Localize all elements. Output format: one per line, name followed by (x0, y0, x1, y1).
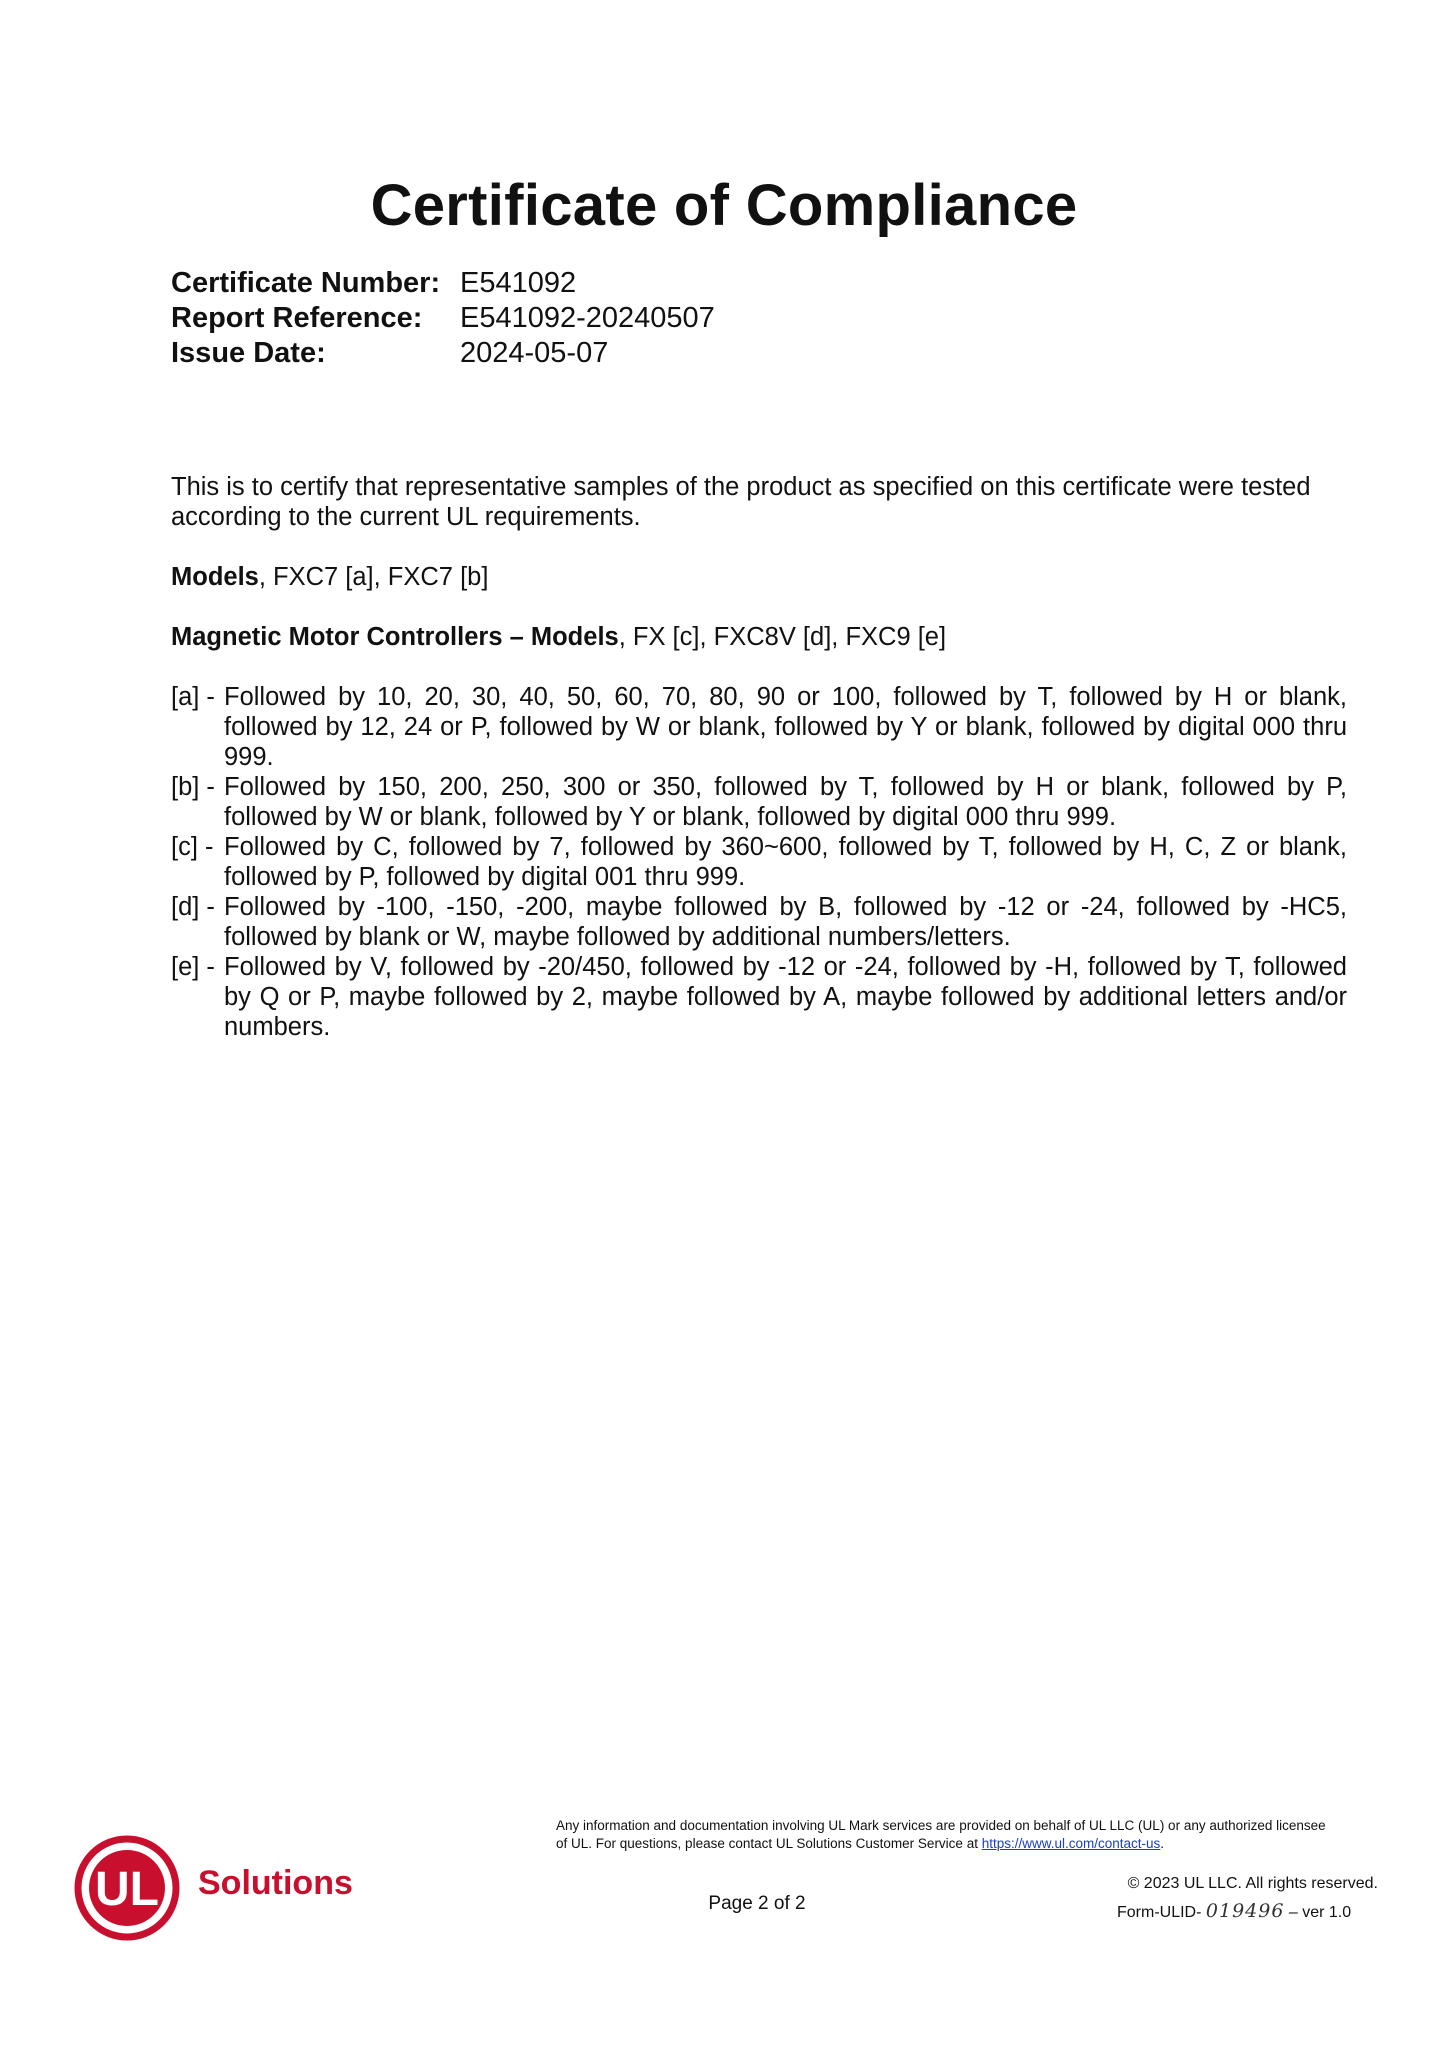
disclaimer-text: Any information and documentation involving UL Mark services are provided on behalf of UL LLC (UL) or any authorized licensee of UL. For questions, please contact UL Solutions Customer Service at (556, 1818, 1326, 1851)
note-text: Followed by -100, -150, -200, maybe followed by B, followed by -12 or -24, followed by -HC5, followed by blank or W, maybe followed by additional numbers/letters. (224, 893, 1347, 951)
note-tag: [d] - (171, 893, 215, 921)
model-notes (171, 682, 1347, 1042)
note-text: Followed by V, followed by -20/450, followed by -12 or -24, followed by -H, followed by T, followed by Q or P, maybe followed by 2, maybe followed by A, maybe followed by additional letters and/or numbers. (224, 953, 1347, 1041)
logo-mark: UL (95, 1863, 159, 1916)
note-text: Followed by C, followed by 7, followed by 360~600, followed by T, followed by H, C, Z or blank, followed by P, followed by digital 001 thru 999. (224, 833, 1347, 891)
mmc-value: , FX [c], FXC8V [d], FXC9 [e] (618, 623, 947, 651)
mmc-label: Magnetic Motor Controllers – Models (171, 623, 619, 651)
field-label: Issue Date: (171, 337, 326, 369)
field-value: E541092-20240507 (460, 302, 715, 334)
disclaimer-end: . (1160, 1836, 1165, 1851)
note-text: Followed by 10, 20, 30, 40, 50, 60, 70, 80, 90 or 100, followed by T, followed by H or blank, followed by 12, 24 or P, followed by W or blank, followed by Y or blank, followed by digital 000 thru 999. (224, 683, 1347, 771)
form-prefix: Form-ULID- (1117, 1904, 1206, 1921)
note-tag: [c] - (171, 833, 214, 861)
copyright: © 2023 UL LLC. All rights reserved. (1127, 1875, 1378, 1892)
note-text: Followed by 150, 200, 250, 300 or 350, followed by T, followed by H or blank, followed by P, followed by W or blank, followed by Y or blank, followed by digital 000 thru 999. (224, 773, 1347, 831)
page-title: Certificate of Compliance (370, 173, 1078, 238)
models-line (171, 562, 1351, 592)
note-d (171, 892, 1347, 952)
note-tag: [e] - (171, 953, 215, 981)
note-tag: [a] - (171, 683, 215, 711)
field-label: Certificate Number: (171, 267, 441, 299)
field-label: Report Reference: (171, 302, 423, 334)
logo-text: Solutions (198, 1864, 353, 1902)
form-id (1117, 1900, 1351, 1922)
field-value: 2024-05-07 (460, 337, 609, 369)
page-number: Page 2 of 2 (708, 1893, 806, 1914)
mmc-models-line (171, 622, 1351, 652)
note-e (171, 952, 1347, 1042)
note-b (171, 772, 1347, 832)
note-c (171, 832, 1347, 892)
field-value: E541092 (460, 267, 577, 299)
certify-statement: This is to certify that representative samples of the product as specified on this certificate were tested according to the current UL requirements. (171, 473, 1311, 531)
footer-disclaimer (556, 1817, 1326, 1853)
models-value: , FXC7 [a], FXC7 [b] (258, 563, 489, 591)
form-number: 019496 (1205, 1900, 1285, 1922)
contact-link[interactable]: https://www.ul.com/contact-us (981, 1836, 1161, 1851)
note-tag: [b] - (171, 773, 215, 801)
models-label: Models (171, 563, 259, 591)
form-suffix: – ver 1.0 (1284, 1904, 1352, 1921)
note-a (171, 682, 1347, 772)
